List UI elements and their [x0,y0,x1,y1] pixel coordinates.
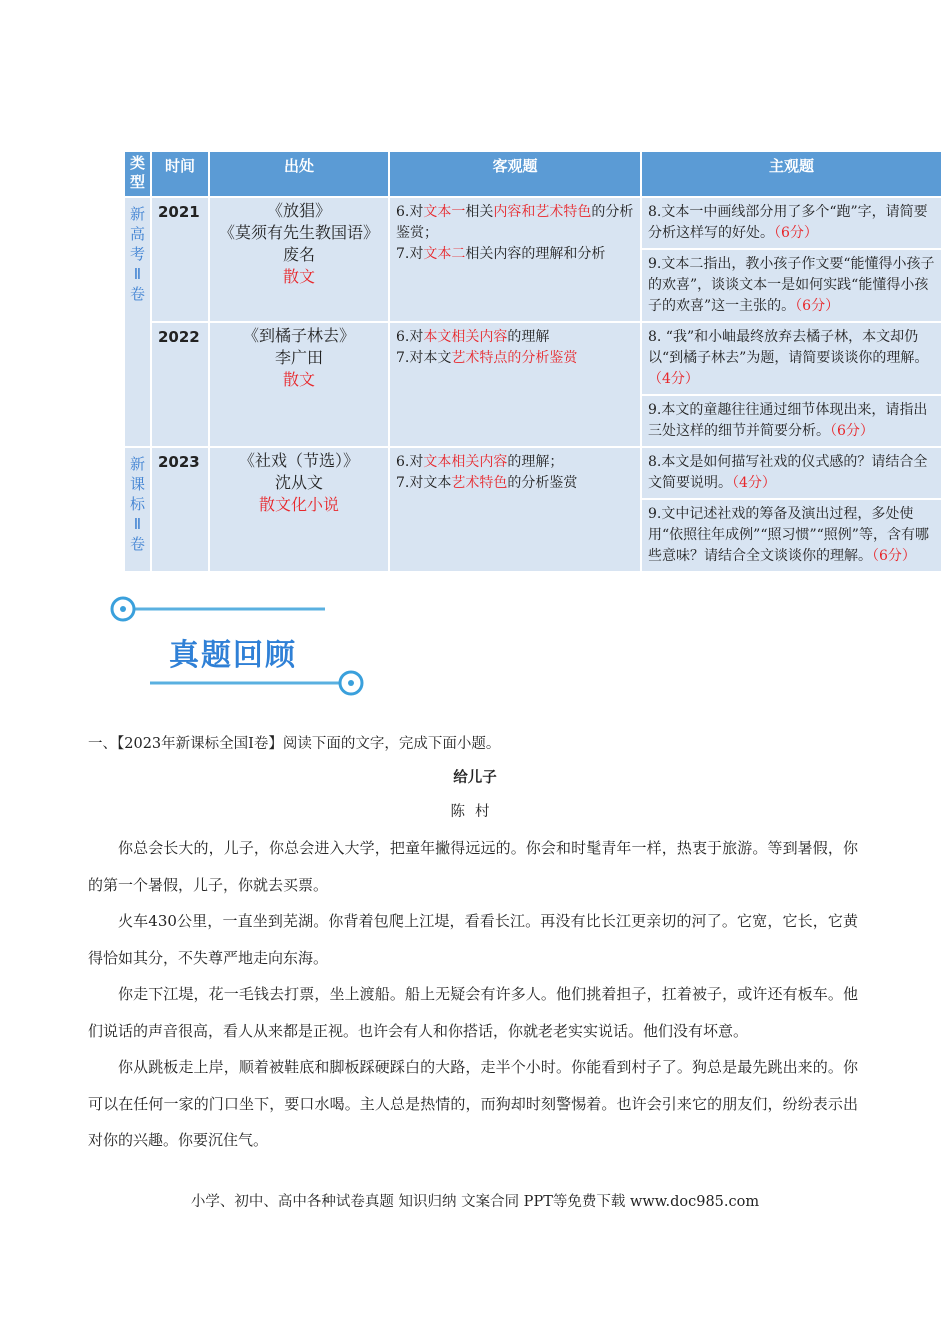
header-source: 出处 [210,152,388,196]
source-line: 《到橘子林去》 [242,326,355,345]
source-line: 《莫须有先生教国语》 [218,223,379,242]
objective-item [396,327,634,348]
article-paragraph: 你总会长大的，儿子，你总会进入大学，把童年撇得远远的。你会和时髦青年一样，热衷于旅游。等到暑假，你的第一个暑假，儿子，你就去买票。 [88,839,858,894]
objective-text: 6.对 [396,454,424,470]
objective-text: 的分析鉴赏 [507,475,578,491]
objective-item [396,244,634,265]
footer-text: 小学、初中、高中各种试卷真题 知识归纳 文案合同 PPT等免费下载 www.doc985.com [190,1194,760,1210]
objective-item [396,452,634,473]
source-cell [210,198,388,321]
objective-text: 文本二 [423,246,466,262]
objective-item [396,202,634,244]
table-row [125,198,941,248]
article-body [88,830,858,1159]
type-char: 新 [129,205,145,223]
objective-text: 文本相关内容 [423,454,508,470]
subjective-cell [642,396,941,446]
header-time: 时间 [152,152,208,196]
header-type-label: 类 型 [129,154,145,191]
objective-text: 7.对文本 [396,475,452,491]
subjective-text: 8.本文是如何描写社戏的仪式感的？请结合全文简要说明。 [648,454,928,491]
subjective-text: 8.文本一中画线部分用了多个“跑”字，请简要分析这样写的好处。 [648,204,928,241]
objective-text: 本文相关内容 [423,329,508,345]
subjective-text: 8. “我”和小岫最终放弃去橘子林，本文却仍以“到橘子林去”为题，请简要谈谈你的理解。 [648,329,929,366]
source-line: 《放猖》 [266,201,331,220]
source-line: 《社戏（节选）》 [238,451,359,470]
subjective-cell [642,323,941,394]
year-cell: 2022 [152,323,208,446]
type-char: 课 [129,475,145,493]
source-line: 废名 [282,245,315,264]
subjective-text: 9.文本二指出，教小孩子作文要“能懂得小孩子的欢喜”，谈谈文本一是如何实践“能懂得小孩子的欢喜”这一主张的。 [648,256,935,314]
subjective-points: （4分） [648,371,699,387]
subjective-cell [642,500,941,571]
table-header-row [125,152,941,196]
objective-text: 的理解； [507,454,564,470]
exam-analysis-table [123,150,943,573]
objective-text: 7.对本文 [396,350,452,366]
year-cell: 2023 [152,448,208,571]
subjective-cell [642,198,941,248]
banner-title: 真题回顾 [169,638,297,673]
type-char: 高 [129,225,145,243]
article-paragraph: 火车430公里，一直坐到芜湖。你背着包爬上江堤，看看长江。再没有比长江更亲切的河了。它宽，它长，它黄得恰如其分，不失尊严地走向东海。 [88,912,858,967]
type-char: 新 [129,455,145,473]
subjective-points: （6分） [830,423,874,439]
header-type [125,152,150,196]
header-objective: 客观题 [390,152,640,196]
objective-text: 的理解 [507,329,550,345]
subjective-points: （6分） [795,298,840,314]
objective-cell [390,448,640,571]
article-title: 给儿子 [453,769,497,786]
subjective-points: （6分） [872,548,916,564]
subjective-cell [642,250,941,321]
objective-item [396,348,634,369]
article-author: 陈村 [450,804,500,820]
genre-label: 散文 [282,267,315,286]
objective-item [396,473,634,494]
question-heading: 一、【2023年新课标全国Ⅰ卷】阅读下面的文字，完成下面小题。 [88,736,501,752]
type-cell [125,198,150,446]
type-char: 标 [129,495,145,513]
source-line: 沈从文 [274,473,323,492]
source-cell [210,323,388,446]
objective-cell [390,323,640,446]
objective-text: 6.对 [396,204,424,220]
type-char: 考 [129,245,145,263]
section-banner [105,590,375,700]
objective-text: 7.对 [396,246,424,262]
type-char: 卷 [129,535,145,553]
type-cell [125,448,150,571]
subjective-cell [642,448,941,498]
header-subjective: 主观题 [642,152,941,196]
subjective-points: （6分） [774,225,818,241]
subjective-text: 9.文中记述社戏的筹备及演出过程，多处使用“依照往年成例”“照习惯”“照例”等，含有哪些意味？请结合全文谈谈你的理解。 [648,506,929,564]
type-char: Ⅱ [133,265,142,283]
objective-text: 艺术特色 [451,475,508,491]
subjective-points: （4分） [732,475,776,491]
type-char: Ⅱ [133,515,142,533]
objective-text: 相关内容的理解和分析 [465,246,606,262]
objective-text: 内容和艺术特色 [493,204,592,220]
subjective-text: 9.本文的童趣往往通过细节体现出来，请指出三处这样的细节并简要分析。 [648,402,928,439]
genre-label: 散文化小说 [258,495,339,514]
article-paragraph: 你从跳板走上岸，顺着被鞋底和脚板踩硬踩白的大路，走半个小时。你能看到村子了。狗总是最先跳出来的。你可以在任何一家的门口坐下，要口水喝。主人总是热情的，而狗却时刻警惕着。也许会引来它的朋友们，纷纷表示出对你的兴趣。你要沉住气。 [88,1058,858,1149]
objective-text: 的分析鉴赏； [396,204,634,241]
objective-text: 文本一 [423,204,466,220]
objective-text: 艺术特点的分析鉴赏 [451,350,578,366]
type-char: 卷 [129,285,145,303]
objective-text: 6.对 [396,329,424,345]
source-line: 李广田 [274,348,323,367]
source-cell [210,448,388,571]
table-row [125,448,941,498]
objective-cell [390,198,640,321]
article-paragraph: 你走下江堤，花一毛钱去打票，坐上渡船。船上无疑会有许多人。他们挑着担子，扛着被子，或许还有板车。他们说话的声音很高，看人从来都是正视。也许会有人和你搭话，你就老老实实说话。他们没有坏意。 [88,985,858,1040]
table-row [125,323,941,394]
genre-label: 散文 [282,370,315,389]
objective-text: 相关 [465,204,494,220]
year-cell: 2021 [152,198,208,321]
